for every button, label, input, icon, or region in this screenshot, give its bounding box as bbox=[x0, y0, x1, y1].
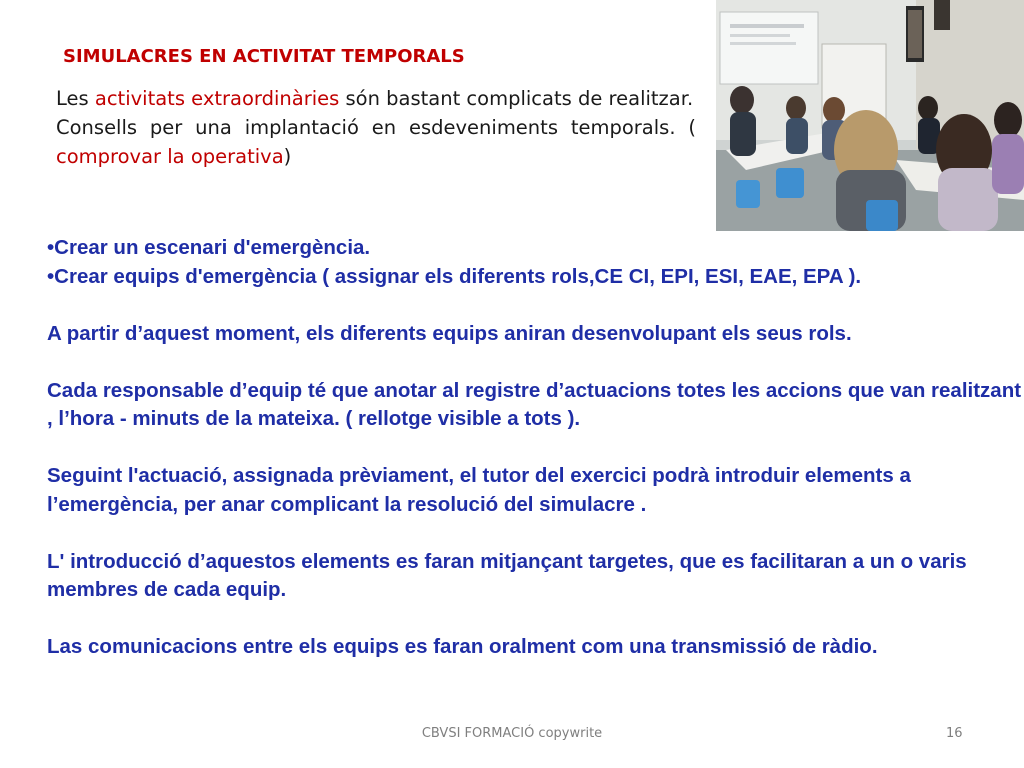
body-text bbox=[47, 234, 1022, 662]
intro-text bbox=[56, 84, 696, 171]
intro-line-2 bbox=[56, 113, 696, 171]
spacer bbox=[47, 348, 1022, 377]
spacer bbox=[47, 519, 1022, 548]
paragraph: L' introducció d’aquestos elements es faran mitjançant targetes, que es facilitaran a un o varis membres de cada equip. bbox=[47, 549, 967, 601]
intro-line-2-post: ) bbox=[283, 145, 292, 168]
classroom-photo bbox=[716, 0, 1024, 231]
spacer bbox=[47, 434, 1022, 463]
intro-line-2-highlight: comprovar la operativa bbox=[56, 145, 284, 168]
paragraph: Seguint l'actuació, assignada prèviament, el tutor del exercici podrà introduir elements a l’emergència, per anar complicant la resolució del simulacre . bbox=[47, 464, 911, 516]
paragraph: A partir d’aquest moment, els diferents equips aniran desenvolupant els seus rols. bbox=[47, 321, 852, 345]
spacer bbox=[47, 605, 1022, 634]
intro-line-1 bbox=[56, 84, 696, 113]
bullet-item: •Crear un escenari d'emergència. bbox=[47, 236, 371, 259]
footer-text: CBVSI FORMACIÓ copywrite bbox=[421, 726, 603, 741]
intro-line-1-post: són bastant complicats de realitzar. bbox=[339, 87, 694, 110]
page-number: 16 bbox=[946, 726, 963, 741]
intro-line-1-highlight: activitats extraordinàries bbox=[94, 87, 340, 110]
classroom-photo-illustration bbox=[716, 0, 1024, 231]
paragraph: Las comunicacions entre els equips es faran oralment com una transmissió de ràdio. bbox=[47, 635, 878, 658]
spacer bbox=[47, 291, 1022, 320]
paragraph: Cada responsable d’equip té que anotar al registre d’actuacions totes les accions que van realitzant , l’hora - minuts de la mateixa. ( rellotge visible a tots ). bbox=[47, 378, 1022, 430]
intro-line-1-pre: Les bbox=[56, 87, 95, 110]
bullet-item: •Crear equips d'emergència ( assignar els diferents rols,CE CI, EPI, ESI, EAE, EPA ). bbox=[47, 264, 862, 288]
intro-line-2-pre: Consells per una implantació en esdeveniments temporals. ( bbox=[56, 116, 696, 139]
slide-title: SIMULACRES EN ACTIVITAT TEMPORALS bbox=[63, 46, 465, 67]
